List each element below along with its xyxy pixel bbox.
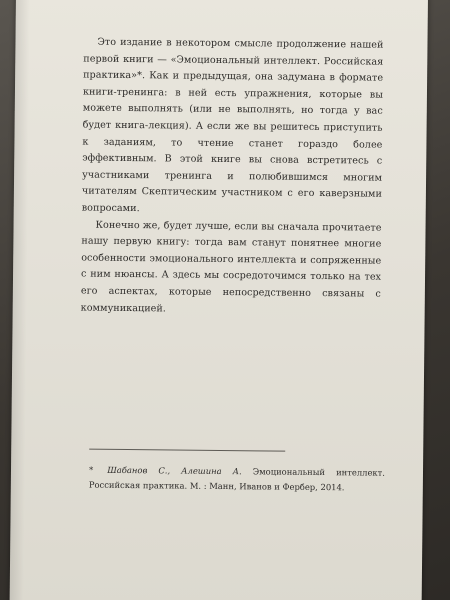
footnote <box>89 463 385 495</box>
paragraph-2: Конечно же, будет лучше, если вы сначала прочитаете нашу первую книгу: тогда вам станут понятнее многие особенности эмоционального интеллекта и сопряженные с ним нюансы. А здесь мы сосредоточимся только на тех его аспектах, которые непосредственно связаны с коммуникацией. <box>80 219 382 314</box>
footnote-mark: * <box>88 464 94 475</box>
book-page <box>10 0 428 600</box>
footnote-separator <box>89 449 285 452</box>
main-text <box>81 35 384 320</box>
footnote-authors: Шабанов С., Алешина А. <box>107 464 242 477</box>
paragraph-1: Это издание в некотором смысле продолжение нашей первой книги — «Эмоциональный интеллект. Российская практика»*. Как и предыдущая, она задумана в формате книги-тренинга: в ней есть упражнения, которые вы можете выполнять (или не выполнять, но тогда у вас будет книга-лекция). А если же вы решитесь приступить к заданиям, то чтение станет гораздо более эффективным. В этой книге вы снова встретитесь с участниками тренинга и полюбившимся многим читателям Скептическим участником с его каверзными вопросами. <box>81 36 384 215</box>
footnote-text: Эмоциональный интеллект. Российская практика. М. : Манн, Иванов и Фербер, 2014. <box>88 466 386 492</box>
